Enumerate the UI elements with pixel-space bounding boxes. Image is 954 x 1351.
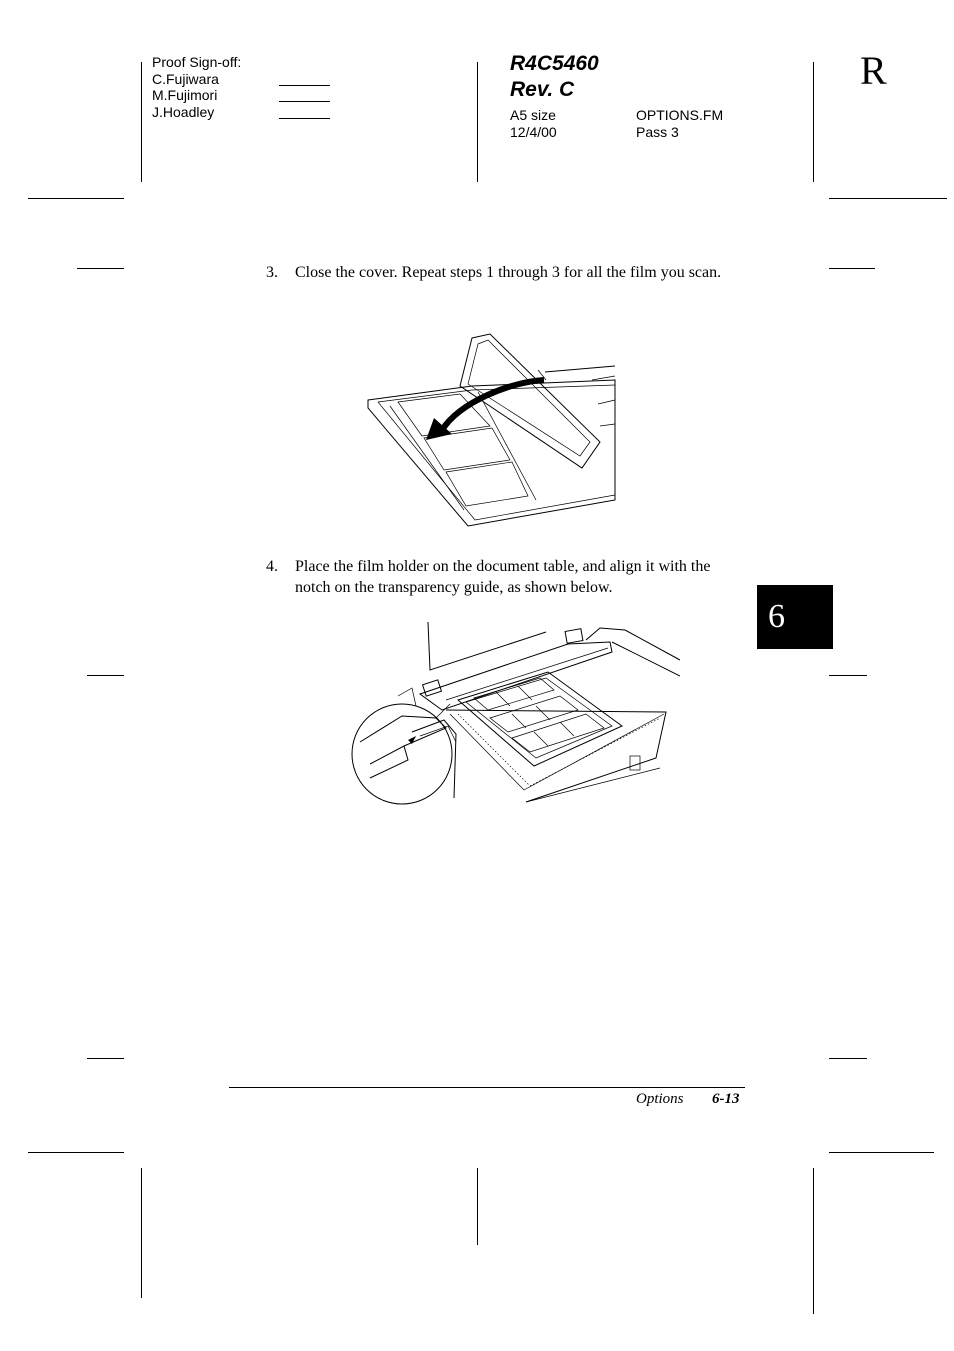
signature-line-2 (279, 101, 330, 102)
print-date: 12/4/00 (510, 123, 557, 140)
step-3-text: Close the cover. Repeat steps 1 through 3 for all the film you scan. (295, 264, 722, 281)
step-3-number: 3. (266, 264, 278, 281)
pass-number: Pass 3 (636, 123, 679, 140)
corner-letter: R (860, 48, 887, 93)
crop-mark-top-right-vertical (813, 62, 814, 182)
place-holder-illustration (350, 618, 680, 808)
chapter-tab (757, 585, 833, 649)
close-cover-illustration (360, 330, 618, 530)
proof-signoff-label: Proof Sign-off: (152, 54, 242, 70)
margin-mark-right-2 (829, 675, 867, 676)
signature-line-3 (279, 118, 330, 119)
footer-page-number: 6-13 (712, 1091, 740, 1107)
holder-tray (368, 380, 615, 526)
notch-arrow (408, 736, 416, 744)
footer-rule (229, 1087, 745, 1088)
crop-mark-bottom-left-horizontal (28, 1152, 124, 1153)
crop-mark-bottom-right-horizontal (829, 1152, 934, 1153)
model-title: R4C5460 (510, 52, 599, 75)
margin-mark-left-1 (77, 268, 124, 269)
crop-mark-top-center-vertical (477, 62, 478, 182)
crop-mark-top-left-horizontal (28, 198, 124, 199)
film-holder (458, 672, 622, 766)
proof-name-2: M.Fujimori (152, 87, 218, 103)
crop-mark-top-left-vertical (141, 62, 142, 182)
crop-mark-bottom-right-vertical (813, 1168, 814, 1314)
step-4-number: 4. (266, 558, 278, 575)
chapter-number: 6 (768, 598, 785, 635)
signature-line-1 (279, 85, 330, 86)
crop-mark-bottom-left-vertical (141, 1168, 142, 1298)
page-size: A5 size (510, 107, 556, 123)
margin-mark-right-1 (829, 268, 875, 269)
margin-mark-left-2 (87, 675, 124, 676)
crop-mark-bottom-center-vertical (477, 1168, 478, 1245)
step-4-text: Place the film holder on the document table, and align it with the notch on the transparency guide, as shown below. (295, 558, 711, 596)
file-name: OPTIONS.FM (636, 107, 724, 123)
film-strip-3 (512, 714, 604, 752)
revision-title: Rev. C (510, 78, 575, 101)
crop-mark-top-right-horizontal (829, 198, 947, 199)
proof-name-3: J.Hoadley (152, 103, 215, 120)
margin-mark-right-3 (829, 1058, 867, 1059)
proof-name-1: C.Fujiwara (152, 70, 219, 87)
transparency-guide (420, 642, 612, 710)
footer-section: Options (636, 1091, 684, 1107)
margin-mark-left-3 (87, 1058, 124, 1059)
scanner-lid (428, 622, 546, 670)
